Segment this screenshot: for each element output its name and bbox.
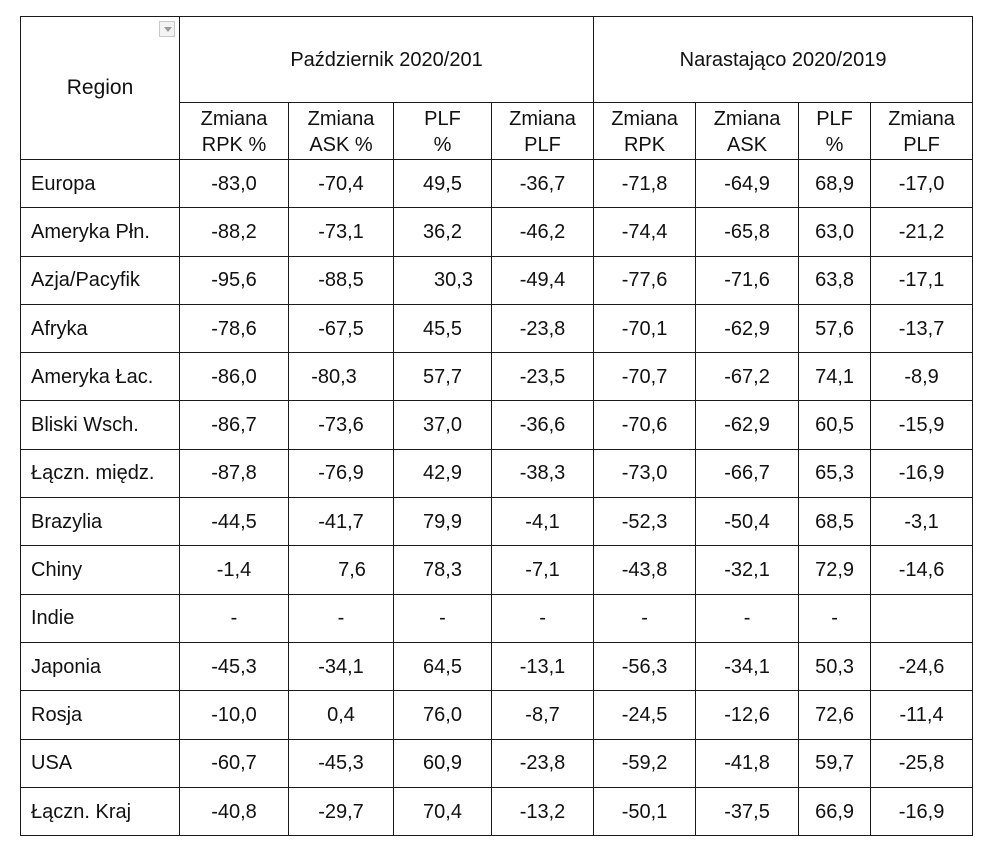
- region-header-cell: [21, 17, 180, 160]
- table-row: [21, 256, 973, 304]
- value-cell: -34,1: [696, 642, 799, 690]
- table-body: [21, 160, 973, 836]
- value-cell: -86,7: [180, 401, 289, 449]
- traffic-table: [20, 16, 973, 836]
- value-cell: -11,4: [871, 691, 973, 739]
- cumulative-column-header: [799, 103, 871, 160]
- october-column-header: [492, 103, 594, 160]
- value-cell: 79,9: [394, 498, 492, 546]
- region-cell: Łączn. Kraj: [21, 787, 180, 835]
- value-cell: -88,5: [289, 256, 394, 304]
- value-cell: -: [594, 594, 696, 642]
- table-row: [21, 353, 973, 401]
- region-cell: Indie: [21, 594, 180, 642]
- value-cell: -52,3: [594, 498, 696, 546]
- value-cell: -87,8: [180, 449, 289, 497]
- value-cell: -71,8: [594, 160, 696, 208]
- october-column-header: [180, 103, 289, 160]
- column-header-line1: Zmiana: [509, 108, 576, 130]
- value-cell: 57,6: [799, 304, 871, 352]
- table-row: [21, 498, 973, 546]
- value-cell: 78,3: [394, 546, 492, 594]
- value-cell: -95,6: [180, 256, 289, 304]
- cumulative-column-header: [696, 103, 799, 160]
- column-header-line2: RPK: [623, 134, 666, 156]
- value-cell: -23,8: [492, 304, 594, 352]
- region-cell: Europa: [21, 160, 180, 208]
- value-cell: -37,5: [696, 787, 799, 835]
- table-row: [21, 401, 973, 449]
- value-cell: -71,6: [696, 256, 799, 304]
- region-cell: USA: [21, 739, 180, 787]
- table-row: [21, 691, 973, 739]
- value-cell: -62,9: [696, 401, 799, 449]
- value-cell: -1,4: [180, 546, 289, 594]
- value-cell: 57,7: [394, 353, 492, 401]
- cumulative-column-header: [871, 103, 973, 160]
- value-cell: 30,3: [394, 256, 492, 304]
- column-header-line2: ASK %: [309, 134, 373, 156]
- column-header-line2: RPK %: [201, 134, 267, 156]
- value-cell: 49,5: [394, 160, 492, 208]
- value-cell: -: [289, 594, 394, 642]
- value-cell: -16,9: [871, 449, 973, 497]
- filter-dropdown-icon[interactable]: [159, 21, 175, 37]
- value-cell: -46,2: [492, 208, 594, 256]
- value-cell: -10,0: [180, 691, 289, 739]
- value-cell: -: [394, 594, 492, 642]
- value-cell: -67,2: [696, 353, 799, 401]
- value-cell: -23,5: [492, 353, 594, 401]
- value-cell: -14,6: [871, 546, 973, 594]
- value-cell: -66,7: [696, 449, 799, 497]
- value-cell: -3,1: [871, 498, 973, 546]
- region-cell: Chiny: [21, 546, 180, 594]
- value-cell: -70,7: [594, 353, 696, 401]
- table-row: [21, 594, 973, 642]
- value-cell: -76,9: [289, 449, 394, 497]
- value-cell: -23,8: [492, 739, 594, 787]
- column-header-line2: ASK: [727, 134, 768, 156]
- value-cell: -78,6: [180, 304, 289, 352]
- value-cell: -60,7: [180, 739, 289, 787]
- region-cell: Azja/Pacyfik: [21, 256, 180, 304]
- value-cell: -16,9: [871, 787, 973, 835]
- table-row: [21, 208, 973, 256]
- region-cell: Ameryka Łac.: [21, 353, 180, 401]
- value-cell: 50,3: [799, 642, 871, 690]
- value-cell: -24,5: [594, 691, 696, 739]
- value-cell: -43,8: [594, 546, 696, 594]
- value-cell: -13,7: [871, 304, 973, 352]
- value-cell: 68,9: [799, 160, 871, 208]
- value-cell: 65,3: [799, 449, 871, 497]
- value-cell: 63,0: [799, 208, 871, 256]
- table-row: [21, 546, 973, 594]
- region-cell: Bliski Wsch.: [21, 401, 180, 449]
- column-header-line1: Zmiana: [888, 108, 955, 130]
- table-row: [21, 739, 973, 787]
- value-cell: -49,4: [492, 256, 594, 304]
- column-header-line1: Zmiana: [200, 108, 268, 130]
- column-header-line1: Zmiana: [307, 108, 375, 130]
- value-cell: -12,6: [696, 691, 799, 739]
- value-cell: -24,6: [871, 642, 973, 690]
- october-column-header: [394, 103, 492, 160]
- value-cell: [871, 594, 973, 642]
- value-cell: -29,7: [289, 787, 394, 835]
- value-cell: 42,9: [394, 449, 492, 497]
- value-cell: 72,9: [799, 546, 871, 594]
- value-cell: -62,9: [696, 304, 799, 352]
- value-cell: -8,9: [871, 353, 973, 401]
- table-container: [20, 16, 972, 836]
- value-cell: 36,2: [394, 208, 492, 256]
- value-cell: -17,0: [871, 160, 973, 208]
- value-cell: -45,3: [289, 739, 394, 787]
- column-header-line1: PLF: [424, 108, 461, 130]
- value-cell: -: [696, 594, 799, 642]
- value-cell: -59,2: [594, 739, 696, 787]
- value-cell: -: [492, 594, 594, 642]
- value-cell: -70,6: [594, 401, 696, 449]
- region-cell: Afryka: [21, 304, 180, 352]
- value-cell: -77,6: [594, 256, 696, 304]
- cumulative-column-header: [594, 103, 696, 160]
- value-cell: 60,9: [394, 739, 492, 787]
- value-cell: 72,6: [799, 691, 871, 739]
- value-cell: -36,6: [492, 401, 594, 449]
- value-cell: -65,8: [696, 208, 799, 256]
- value-cell: -7,1: [492, 546, 594, 594]
- value-cell: -4,1: [492, 498, 594, 546]
- value-cell: -45,3: [180, 642, 289, 690]
- column-header-line1: Zmiana: [713, 108, 781, 130]
- value-cell: -32,1: [696, 546, 799, 594]
- value-cell: -15,9: [871, 401, 973, 449]
- value-cell: -50,1: [594, 787, 696, 835]
- value-cell: 37,0: [394, 401, 492, 449]
- value-cell: -38,3: [492, 449, 594, 497]
- region-cell: Japonia: [21, 642, 180, 690]
- value-cell: -70,4: [289, 160, 394, 208]
- value-cell: -88,2: [180, 208, 289, 256]
- value-cell: -17,1: [871, 256, 973, 304]
- table-row: [21, 304, 973, 352]
- value-cell: -25,8: [871, 739, 973, 787]
- column-header-line1: Zmiana: [611, 108, 678, 130]
- value-cell: -73,1: [289, 208, 394, 256]
- value-cell: -80,3: [289, 353, 394, 401]
- value-cell: -40,8: [180, 787, 289, 835]
- value-cell: -41,7: [289, 498, 394, 546]
- region-cell: Łączn. międz.: [21, 449, 180, 497]
- cumulative-group-header: Narastająco 2020/2019: [594, 17, 973, 103]
- value-cell: 7,6: [289, 546, 394, 594]
- value-cell: 66,9: [799, 787, 871, 835]
- value-cell: -83,0: [180, 160, 289, 208]
- column-header-line1: PLF: [816, 108, 853, 130]
- table-row: [21, 160, 973, 208]
- table-row: [21, 787, 973, 835]
- value-cell: 74,1: [799, 353, 871, 401]
- value-cell: -86,0: [180, 353, 289, 401]
- value-cell: 68,5: [799, 498, 871, 546]
- value-cell: -73,6: [289, 401, 394, 449]
- value-cell: 76,0: [394, 691, 492, 739]
- column-header-line2: %: [433, 134, 452, 156]
- value-cell: -21,2: [871, 208, 973, 256]
- value-cell: 70,4: [394, 787, 492, 835]
- value-cell: 0,4: [289, 691, 394, 739]
- column-header-line2: %: [825, 134, 844, 156]
- table-row: [21, 449, 973, 497]
- region-cell: Rosja: [21, 691, 180, 739]
- value-cell: -: [180, 594, 289, 642]
- value-cell: -41,8: [696, 739, 799, 787]
- value-cell: -8,7: [492, 691, 594, 739]
- value-cell: 60,5: [799, 401, 871, 449]
- region-header-label: Region: [66, 76, 134, 99]
- value-cell: -50,4: [696, 498, 799, 546]
- value-cell: 45,5: [394, 304, 492, 352]
- region-cell: Ameryka Płn.: [21, 208, 180, 256]
- value-cell: 64,5: [394, 642, 492, 690]
- october-column-header: [289, 103, 394, 160]
- region-cell: Brazylia: [21, 498, 180, 546]
- value-cell: 59,7: [799, 739, 871, 787]
- column-header-line2: PLF: [903, 134, 940, 156]
- value-cell: -44,5: [180, 498, 289, 546]
- value-cell: -70,1: [594, 304, 696, 352]
- value-cell: 63,8: [799, 256, 871, 304]
- value-cell: -36,7: [492, 160, 594, 208]
- value-cell: -13,2: [492, 787, 594, 835]
- value-cell: -13,1: [492, 642, 594, 690]
- table-row: [21, 642, 973, 690]
- header-row-groups: [21, 17, 973, 103]
- october-group-header: Październik 2020/201: [180, 17, 594, 103]
- value-cell: -34,1: [289, 642, 394, 690]
- value-cell: -67,5: [289, 304, 394, 352]
- column-header-line2: PLF: [524, 134, 561, 156]
- value-cell: -74,4: [594, 208, 696, 256]
- value-cell: -64,9: [696, 160, 799, 208]
- value-cell: -73,0: [594, 449, 696, 497]
- value-cell: -: [799, 594, 871, 642]
- value-cell: -56,3: [594, 642, 696, 690]
